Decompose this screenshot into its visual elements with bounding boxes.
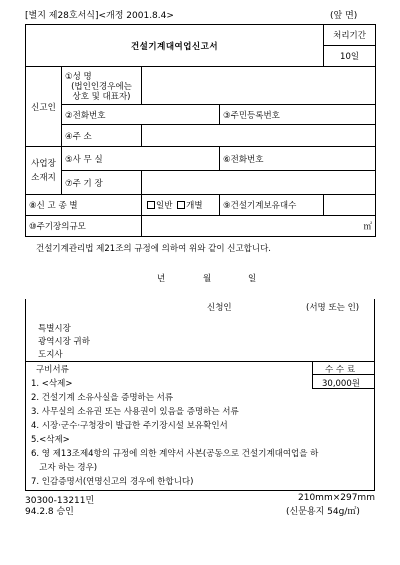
- parking-area-unit: ㎡: [142, 216, 376, 237]
- business-location-label: 사업장 소재지: [26, 147, 62, 195]
- individual-checkbox[interactable]: [177, 201, 185, 209]
- report-type-label: ⑧신 고 종 별: [26, 195, 142, 216]
- form-title: 건설기계대여업신고서: [26, 25, 324, 67]
- parking-label: ⑦주 기 장: [62, 171, 142, 195]
- address-label: ④주 소: [62, 125, 142, 147]
- form-number: [별지 제28호서식]<개정 2001.8.4>: [25, 11, 174, 21]
- general-option-label: 일반: [156, 201, 173, 211]
- report-type-options: [142, 195, 220, 216]
- paper-size: 210mm×297mm: [298, 493, 375, 503]
- applicant-sign-label: 신청인: [207, 303, 232, 313]
- recipient-special-city: 특별시장: [38, 324, 71, 334]
- applicant-group-label: 신고인: [26, 67, 62, 147]
- day-label: 일: [248, 274, 257, 284]
- year-label: 년: [157, 274, 166, 284]
- office-label: ⑤사 무 실: [62, 147, 220, 171]
- business-phone-label: ⑥전화번호: [220, 147, 376, 171]
- document-item: 고자 하는 경우): [31, 463, 98, 473]
- signature-note: (서명 또는 인): [306, 303, 360, 313]
- processing-period-label: 처리기간: [324, 25, 376, 46]
- general-checkbox[interactable]: [147, 201, 155, 209]
- document-item: 1. <삭제>: [31, 379, 73, 389]
- fee-label: 수 수 료: [325, 365, 356, 375]
- declaration-text: 건설기계관리법 제21조의 규정에 의하여 위와 같이 신고합니다.: [36, 244, 272, 254]
- resident-number-label: ③주민등록번호: [220, 105, 376, 125]
- name-field[interactable]: [142, 67, 376, 105]
- individual-option-label: 개별: [186, 201, 203, 211]
- document-item: 6. 영 제13조제4항의 규정에 의한 계약서 사본(공동으로 건설기계대여업을 하: [31, 449, 319, 459]
- recipient-metro-city: 광역시장 귀하: [38, 337, 90, 347]
- name-note: (법인인경우에는 상호 및 대표자): [71, 81, 132, 102]
- document-item: 4. 시장·군수·구청장이 발급한 주기장시설 보유확인서: [31, 421, 228, 431]
- name-cell: [62, 67, 142, 105]
- page-side-label: (앞 면): [330, 11, 358, 21]
- recipient-province: 도지사: [38, 350, 63, 360]
- document-item: 5.<삭제>: [31, 435, 70, 445]
- footer-approval: 94.2.8 승인: [25, 507, 74, 517]
- paper-type: (신문용지 54g/㎡): [286, 507, 360, 517]
- equipment-count-field[interactable]: [324, 195, 376, 216]
- document-item: 3. 사무실의 소유권 또는 사용권이 있음을 증명하는 서류: [31, 407, 239, 417]
- parking-field[interactable]: [142, 171, 376, 195]
- document-item: 7. 인감증명서(연명신고의 경우에 한합니다): [31, 477, 194, 487]
- parking-area-label: ⑩주기장의규모: [26, 216, 142, 237]
- processing-period-value: 10일: [324, 46, 376, 67]
- applicant-phone-label: ②전화번호: [62, 105, 220, 125]
- report-form-table: [25, 24, 376, 237]
- equipment-count-label: ⑨건설기계보유대수: [220, 195, 324, 216]
- month-label: 월: [203, 274, 212, 284]
- documents-label: 구비서류: [36, 365, 69, 375]
- fee-value: 30,000원: [322, 379, 360, 389]
- name-label: ①성 명: [65, 71, 92, 82]
- address-field[interactable]: [142, 125, 376, 147]
- document-item: 2. 건설기계 소유사실을 증명하는 서류: [31, 393, 174, 403]
- footer-code: 30300-13211민: [25, 496, 95, 506]
